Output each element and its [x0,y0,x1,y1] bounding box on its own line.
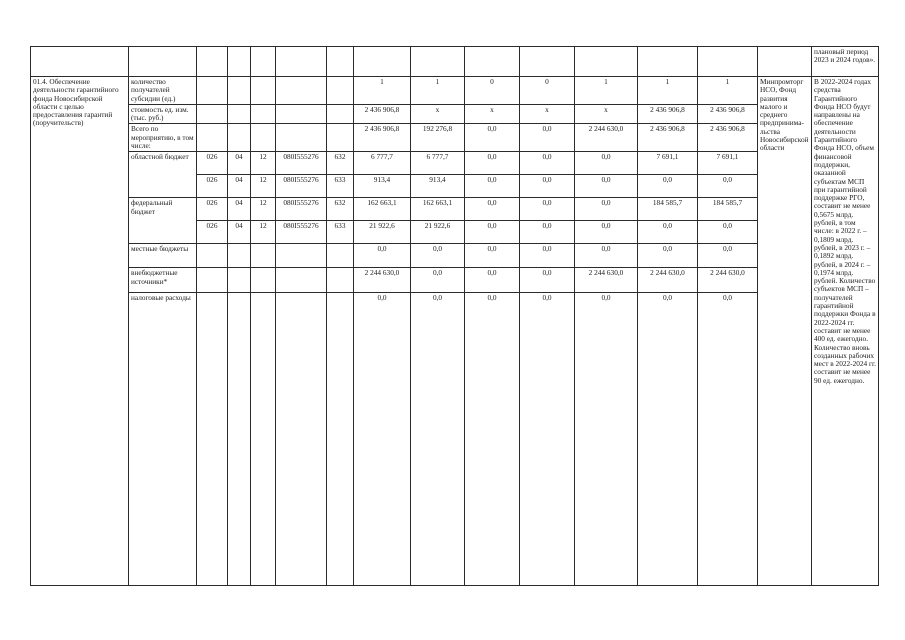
grbs-cell: 026 [197,175,228,198]
value-cell: 0,0 [411,293,465,586]
rz-cell: 04 [228,175,251,198]
value-cell: 184 585,7 [638,198,698,221]
value-cell: 0,0 [465,268,520,293]
value-cell: 2 436 906,8 [698,104,758,124]
grbs-cell: 026 [197,221,228,244]
value-cell: 0,0 [638,244,698,268]
value-cell: 0,0 [411,268,465,293]
value-cell: 0,0 [411,244,465,268]
executor-cell: Минпромторг НСО, Фонд развития малого и среднего предпринима-льства Новосибирской области [758,77,812,586]
value-cell: 0,0 [520,268,575,293]
value-cell: 0,0 [465,124,520,152]
value-cell: 0,0 [465,221,520,244]
value-cell: 2 436 906,8 [638,104,698,124]
value-cell: 21 922,6 [411,221,465,244]
row-label: внебюджетные источники* [129,268,197,293]
value-cell: х [411,104,465,124]
value-cell: 0,0 [638,221,698,244]
table-row [31,198,879,221]
value-cell: 1 [698,77,758,105]
table-row [31,124,879,152]
value-cell: 162 663,1 [411,198,465,221]
note-cell: В 2022-2024 годах средства Гарантийного Фонда НСО будут направлены на обеспечение деятельности Гарантийного Фонда НСО, объем финансовой поддержки, оказанной субъектам МСП при гарантийной поддержке РГО, составит не менее 0,5675 млрд. рублей, в том числе: в 2022 г. – 0,1809 млрд. рублей, в 2023 г. – 0,1892 млрд. рублей, в 2024 г. – 0,1974 млрд. рублей. Количество субъектов МСП – получателей гарантийной поддержки Фонда в 2022-2024 гг. составит не менее 400 ед. ежегодно. Количество вновь созданных рабочих мест в 2022-2024 гг. составит не менее 90 ед. ежегодно. [812,77,879,586]
value-cell: 0,0 [465,152,520,175]
value-cell: 0,0 [575,152,638,175]
row-label: налоговые расходы [129,293,197,586]
vr-cell: 633 [327,221,354,244]
value-cell: 2 244 630,0 [354,268,411,293]
value-cell: х [465,104,520,124]
csr-cell: 080I555276 [276,198,327,221]
grbs-cell: 026 [197,198,228,221]
table-row [31,244,879,268]
value-cell: 6 777,7 [411,152,465,175]
pr-cell: 12 [251,221,276,244]
value-cell: 0,0 [465,175,520,198]
vr-cell: 633 [327,175,354,198]
value-cell: 0,0 [575,244,638,268]
row-label: областной бюджет [129,152,197,198]
value-cell: 0,0 [465,293,520,586]
pr-cell: 12 [251,152,276,175]
value-cell: 0,0 [698,175,758,198]
row-label: федеральный бюджет [129,198,197,244]
csr-cell: 080I555276 [276,175,327,198]
value-cell: 0,0 [520,175,575,198]
value-cell: 184 585,7 [698,198,758,221]
value-cell: 2 436 906,8 [638,124,698,152]
value-cell: 0,0 [354,244,411,268]
row-label: стоимость ед. изм. (тыс. руб.) [129,104,197,124]
value-cell: 0,0 [354,293,411,586]
row-label: местные бюджеты [129,244,197,268]
value-cell: 1 [638,77,698,105]
value-cell: 1 [411,77,465,105]
value-cell: 7 691,1 [698,152,758,175]
value-cell: 192 276,8 [411,124,465,152]
grbs-cell: 026 [197,152,228,175]
value-cell: 0,0 [575,175,638,198]
value-cell: 0,0 [520,198,575,221]
value-cell: 2 436 906,8 [698,124,758,152]
budget-table [30,46,879,586]
value-cell: 2 244 630,0 [698,268,758,293]
csr-cell: 080I555276 [276,221,327,244]
row-label: Всего по мероприятию, в том числе: [129,124,197,152]
value-cell: 0,0 [575,198,638,221]
value-cell: 21 922,6 [354,221,411,244]
value-cell: 0,0 [638,293,698,586]
value-cell: 0,0 [520,293,575,586]
budget-table-sheet [30,46,879,586]
vr-cell: 632 [327,198,354,221]
value-cell: 0 [465,77,520,105]
value-cell: 913,4 [354,175,411,198]
table-row [31,268,879,293]
value-cell: 162 663,1 [354,198,411,221]
value-cell: 0,0 [575,293,638,586]
vr-cell: 632 [327,152,354,175]
rz-cell: 04 [228,221,251,244]
item-title-cell: 01.4. Обеспечение деятельности гарантийного фонда Новосибирской области с целью предоставления гарантий (поручительств) [31,77,129,586]
rz-cell: 04 [228,198,251,221]
value-cell: 0,0 [465,198,520,221]
value-cell: 2 244 630,0 [638,268,698,293]
note-top-cell: плановый период 2023 и 2024 годов». [812,47,879,77]
value-cell: 2 244 630,0 [575,124,638,152]
value-cell: 0,0 [520,152,575,175]
table-row-header-remnant [31,47,879,77]
value-cell: 0,0 [520,244,575,268]
value-cell: 6 777,7 [354,152,411,175]
value-cell: х [575,104,638,124]
value-cell: 0,0 [465,244,520,268]
value-cell: 2 436 906,8 [354,104,411,124]
value-cell: 0 [520,77,575,105]
value-cell: 0,0 [575,221,638,244]
value-cell: 1 [354,77,411,105]
table-row [31,77,879,105]
value-cell: 0,0 [698,221,758,244]
row-label: количество получателей субсидии (ед.) [129,77,197,105]
rz-cell: 04 [228,152,251,175]
value-cell: х [520,104,575,124]
value-cell: 2 436 906,8 [354,124,411,152]
value-cell: 0,0 [520,221,575,244]
value-cell: 7 691,1 [638,152,698,175]
value-cell: 1 [575,77,638,105]
table-row [31,152,879,175]
table-row [31,104,879,124]
value-cell: 913,4 [411,175,465,198]
table-row [31,293,879,586]
csr-cell: 080I555276 [276,152,327,175]
value-cell: 0,0 [698,293,758,586]
value-cell: 2 244 630,0 [575,268,638,293]
pr-cell: 12 [251,175,276,198]
pr-cell: 12 [251,198,276,221]
value-cell: 0,0 [698,244,758,268]
value-cell: 0,0 [520,124,575,152]
value-cell: 0,0 [638,175,698,198]
